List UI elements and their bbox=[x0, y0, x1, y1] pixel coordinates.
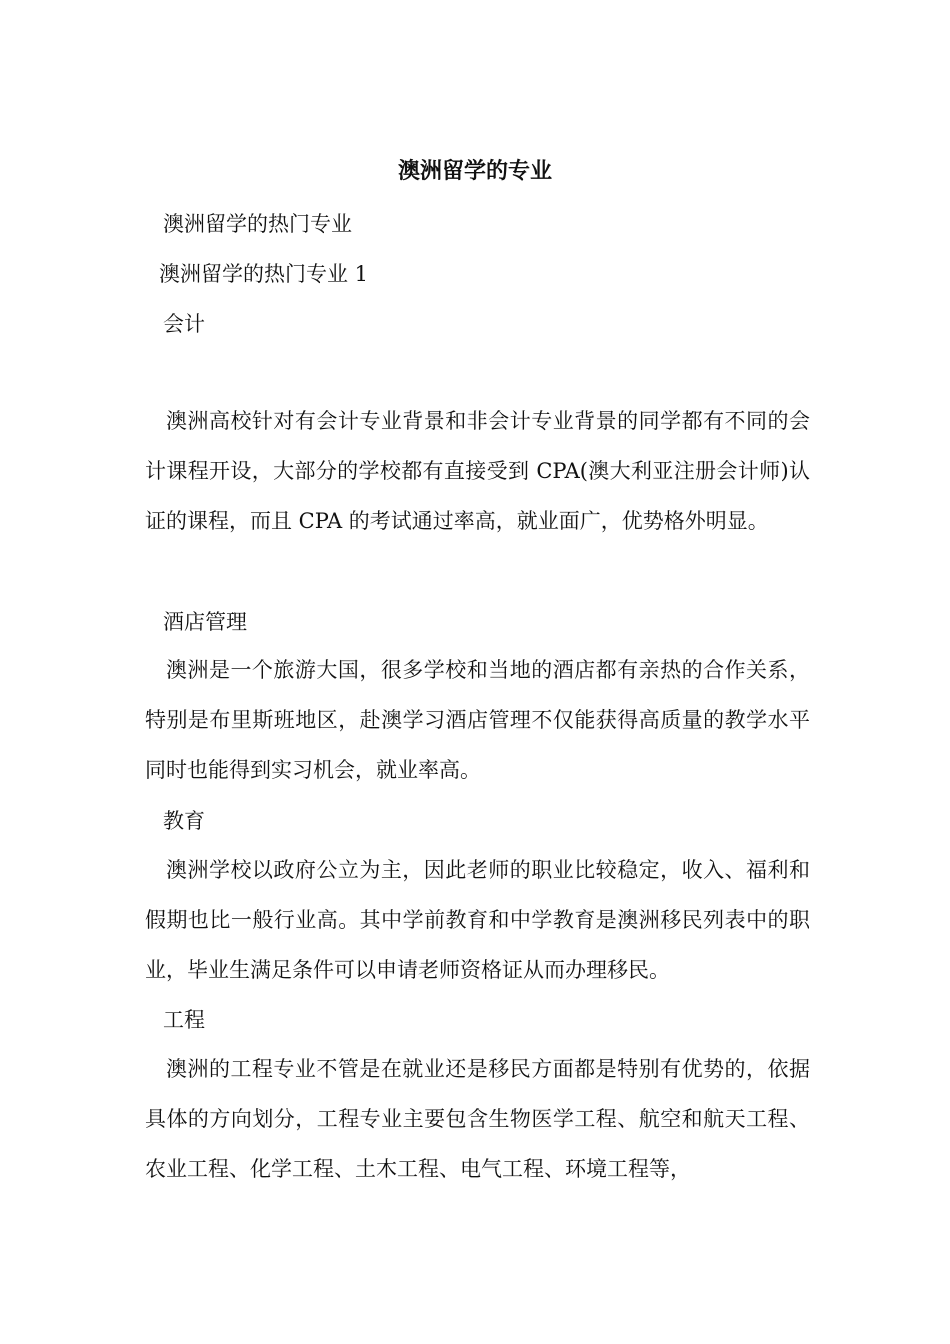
heading-hotel-management: 酒店管理 bbox=[163, 610, 247, 634]
paragraph-hotel-management: 澳洲是一个旅游大国，很多学校和当地的酒店都有亲热的合作关系，特别是布里斯班地区，赴澳学习酒店管理不仅能获得高质量的教学水平同时也能得到实习机会，就业率高。 bbox=[145, 658, 810, 782]
document-title: 澳洲留学的专业 bbox=[397, 158, 552, 184]
paragraph-education: 澳洲学校以政府公立为主，因此老师的职业比较稳定，收入、福利和假期也比一般行业高。其中学前教育和中学教育是澳洲移民列表中的职业，毕业生满足条件可以申请老师资格证从而办理移民。 bbox=[145, 858, 810, 982]
subtitle: 澳洲留学的热门专业 bbox=[163, 212, 352, 236]
heading-accounting: 会计 bbox=[163, 312, 205, 336]
heading-engineering: 工程 bbox=[163, 1008, 205, 1032]
paragraph-accounting: 澳洲高校针对有会计专业背景和非会计专业背景的同学都有不同的会计课程开设，大部分的学校都有直接受到 CPA(澳大利亚注册会计师)认证的课程，而且 CPA 的考试通过率高，就业面广，优势格外明显。 bbox=[145, 409, 810, 533]
heading-education: 教育 bbox=[163, 809, 205, 833]
paragraph-engineering: 澳洲的工程专业不管是在就业还是移民方面都是特别有优势的，依据具体的方向划分，工程专业主要包含生物医学工程、航空和航天工程、农业工程、化学工程、土木工程、电气工程、环境工程等， bbox=[145, 1057, 810, 1181]
section-heading: 澳洲留学的热门专业 1 bbox=[159, 262, 369, 286]
